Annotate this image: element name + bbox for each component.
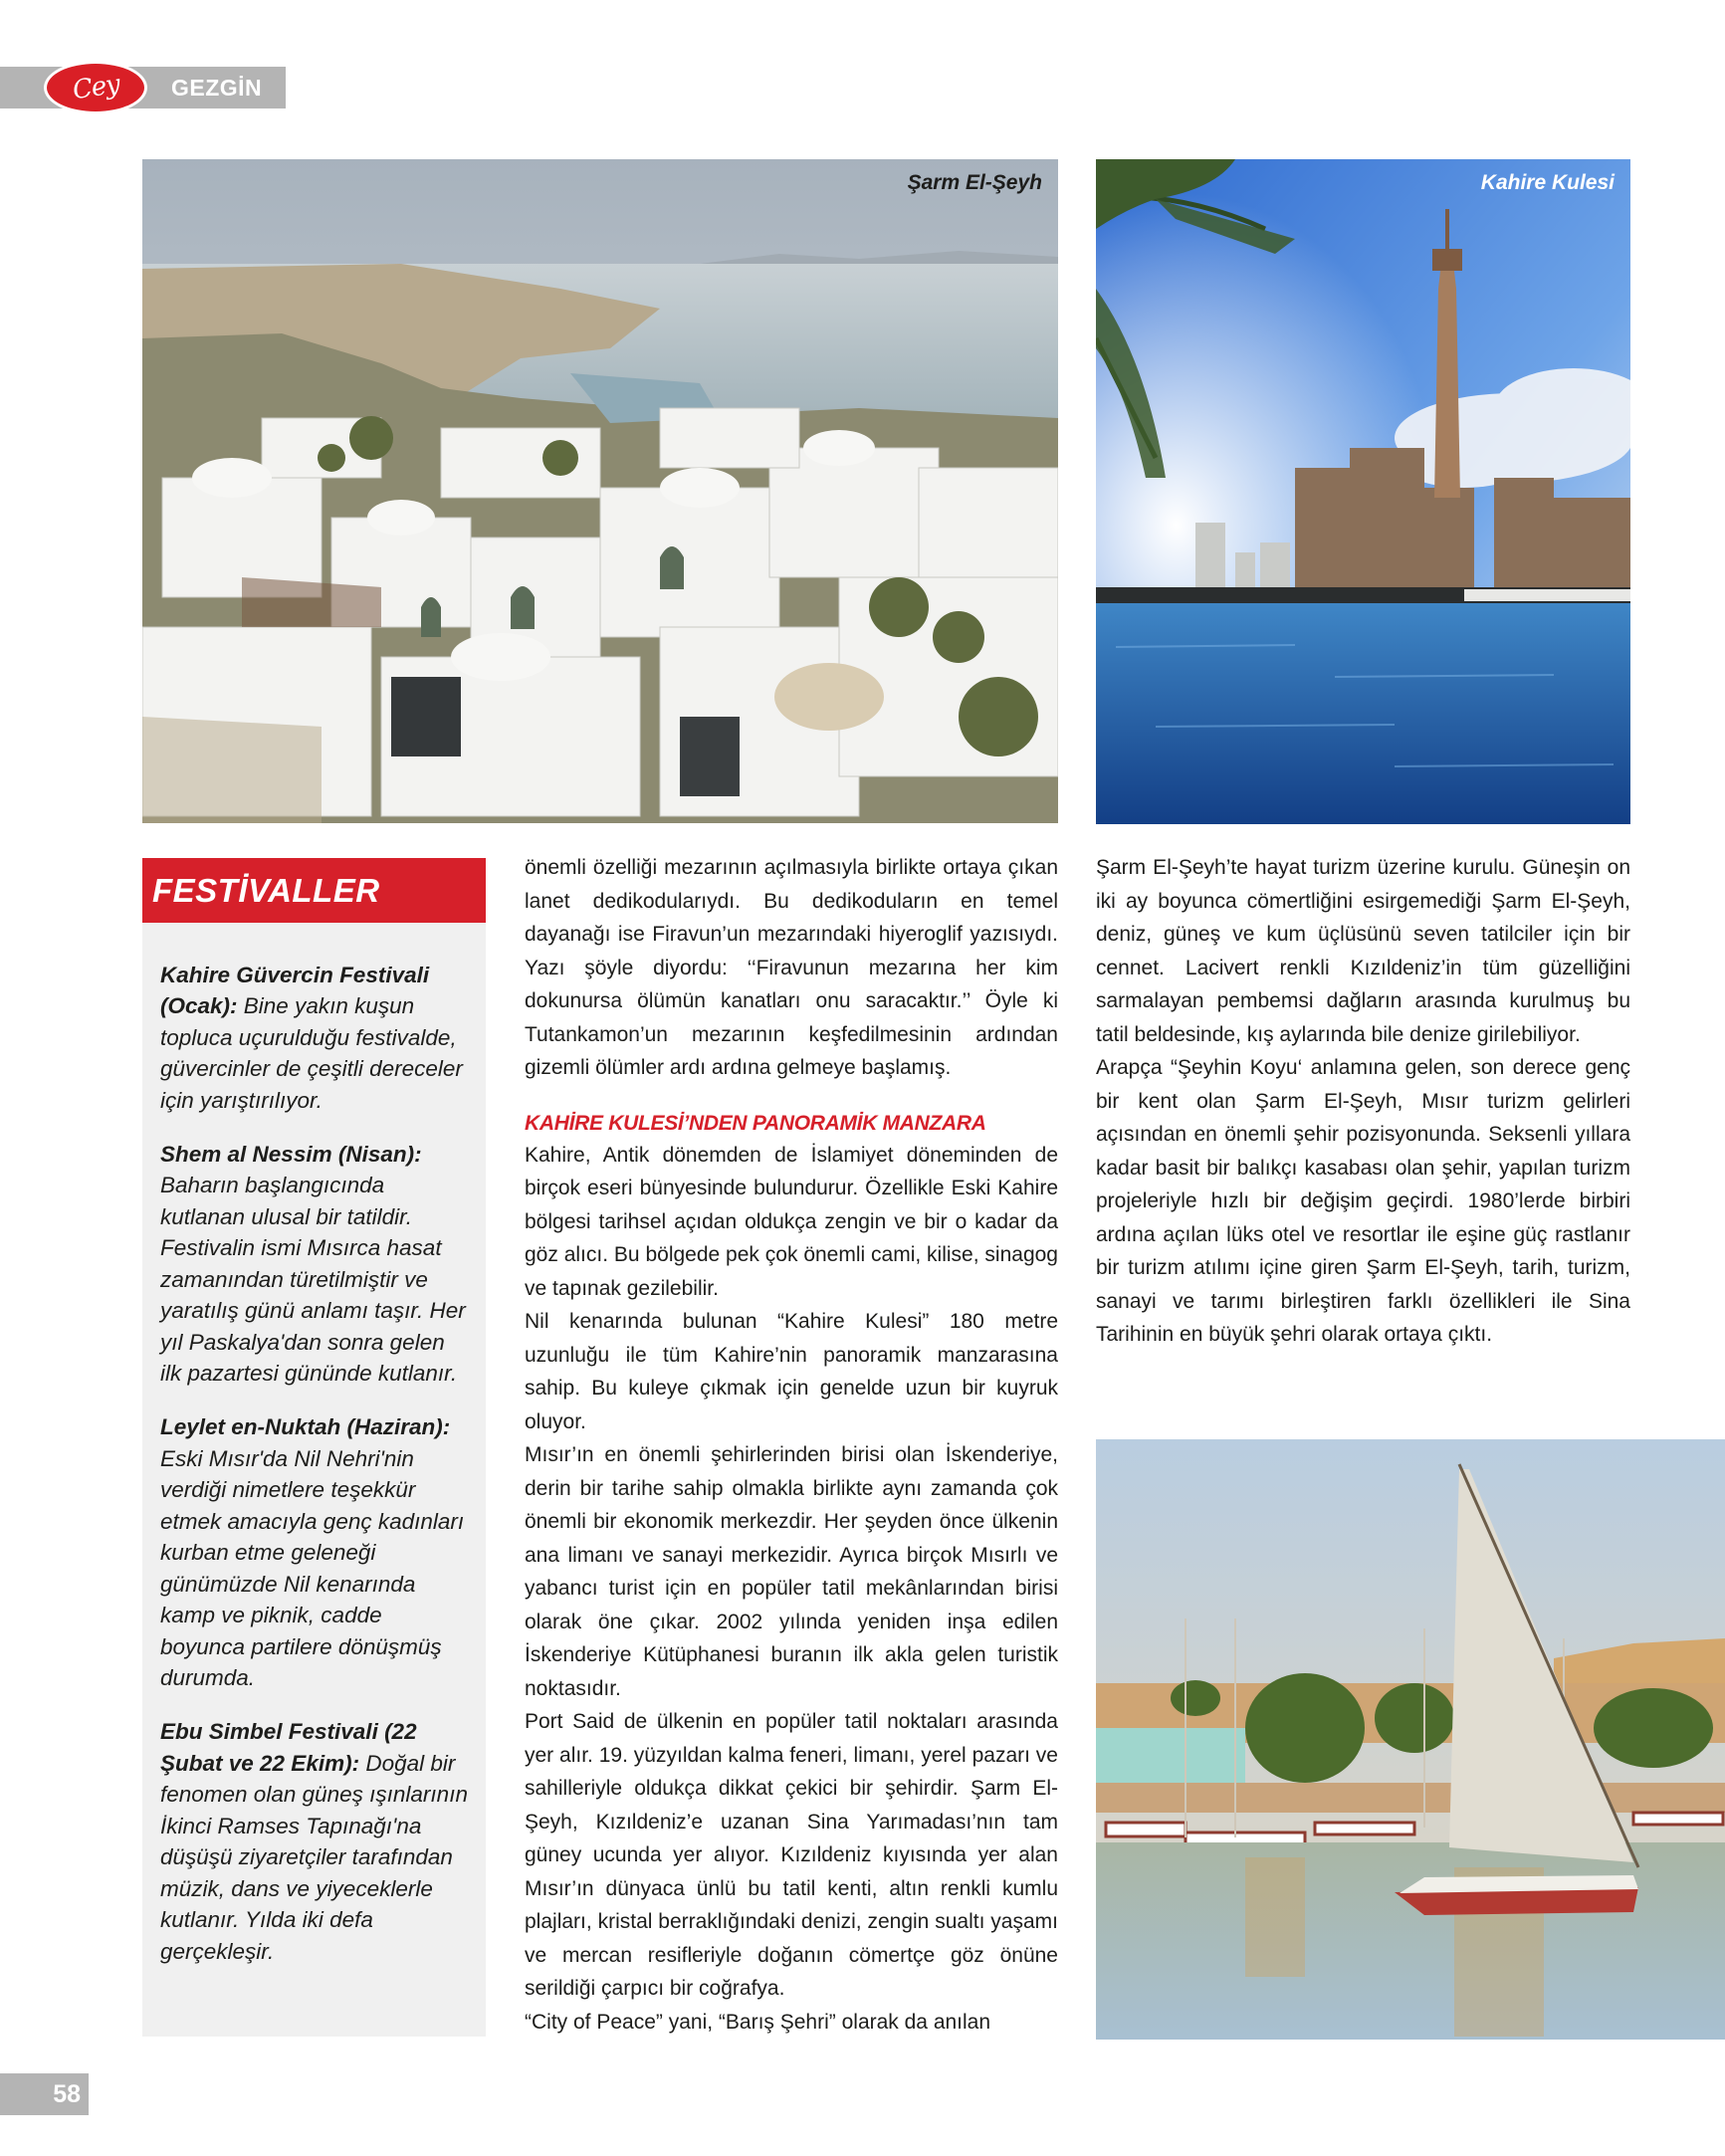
body-paragraph: Arapça “Şeyhin Koyu‘ anlamına gelen, son derece genç bir kent olan Şarm El-Şeyh, Mısır turizm gelirleri açısından en önemli şehir pozisyonunda. Seksenli yıllara kadar basit bir balıkçı kasabası olan şehir, yapılan turizm projeleriyle hızlı bir değişim geçirdi. 1980’lerde birbiri ardına açılan lüks otel ve resortlar ile eşine güç rastlanır bir turizm atılımı içine giren Şarm El-Şeyh, tarih, turizm, sanayi ve tarımı birleştiren farklı özellikleri ile Sina Tarihinin en büyük şehri olarak ortaya çıktı.: [1096, 1056, 1630, 1346]
article-column-right: [1096, 851, 1630, 1352]
festival-item: [160, 1139, 472, 1390]
festival-item: [160, 1411, 472, 1694]
body-paragraph: Mısır’ın en önemli şehirlerinden birisi olan İskenderiye, derin bir tarihe sahip olmakla birlikte aynı zamanda çok önemli bir ekonomik merkezdir. Her şeyden önce ülkenin ana limanı ve sanayi merkezidir. Ayrıca birçok Mısırlı ve yabancı turist için en popüler tatil mekânlarından birisi olarak öne çıkar. 2002 yılında yeniden inşa edilen İskenderiye Kütüphanesi buranın ilk akla gelen turistik noktasıdır.: [525, 1443, 1058, 1700]
cairo-photo-illustration: [1096, 159, 1630, 824]
section-label: GEZGİN: [171, 75, 263, 101]
article-column-middle: [525, 851, 1058, 2039]
festival-name: Kahire Güvercin Festivali (Ocak):: [160, 962, 430, 1018]
page-number-bar: [0, 2073, 89, 2115]
logo-script-text: Cey: [70, 69, 121, 107]
festival-description: Bine yakın kuşun topluca uçurulduğu festivalde, güvercinler de çeşitli dereceler için yarıştırılıyor.: [160, 993, 463, 1113]
festival-item: [160, 960, 472, 1117]
body-paragraph: Port Said de ülkenin en popüler tatil noktaları arasında yer alır. 19. yüzyıldan kalma feneri, limanı, yerel pazarı ve sahilleriyle oldukça dikkat çekici bir şehirdir. Şarm El-Şeyh, Kızıldeniz’e uzanan Sina Yarımadası’nın tam güney ucunda yer alıyor. Kızıldeniz kıyısında yer alan Mısır’ın dünyaca ünlü bu tatil kenti, altın renkli kumlu plajları, kristal berraklığındaki denizi, zengin sualtı yaşamı ve mercan resifleriyle doğanın cömertçe göz önüne serildiği çarpıcı bir coğrafya.: [525, 1710, 1058, 2000]
section-subheading: KAHİRE KULESİ’NDEN PANORAMİK MANZARA: [525, 1111, 986, 1135]
sidebar-title: FESTİVALLER: [142, 858, 486, 923]
festival-name: Leylet en-Nuktah (Haziran):: [160, 1414, 451, 1439]
nile-photo-illustration: [1096, 1439, 1725, 2040]
festival-description: Doğal bir fenomen olan güneş ışınlarının İkinci Ramses Tapınağı'na düşüşü ziyaretçiler tarafından müzik, dans ve yiyeceklerle kutlanır. Yılda iki defa gerçekleşir.: [160, 1750, 468, 1964]
photo-caption-sharm: Şarm El-Şeyh: [907, 171, 1042, 194]
sharm-photo-illustration: [142, 159, 1058, 823]
photo-sharm-el-sheikh: [142, 159, 1058, 823]
photo-caption-cairo: Kahire Kulesi: [1480, 171, 1615, 194]
festival-description: Eski Mısır'da Nil Nehri'nin verdiği nimetlere teşekkür etmek amacıyla genç kadınları kurban etme geleneği günümüzde Nil kenarında kamp ve piknik, cadde boyunca partilere dönüşmüş durumda.: [160, 1445, 465, 1690]
festival-list: [142, 923, 486, 1967]
page-number: 58: [53, 2080, 81, 2108]
magazine-logo: [44, 61, 147, 114]
festival-item: [160, 1716, 472, 1967]
festival-name: Shem al Nessim (Nisan):: [160, 1141, 422, 1167]
body-paragraph: Nil kenarında bulunan “Kahire Kulesi” 180 metre uzunluğu ile tüm Kahire’nin panoramik manzarasına sahip. Bu kuleye çıkmak için genelde uzun bir kuyruk oluyor.: [525, 1310, 1058, 1433]
photo-nile-felucca: [1096, 1439, 1725, 2040]
photo-cairo-tower: [1096, 159, 1630, 824]
festivals-sidebar: [142, 858, 486, 2037]
body-paragraph: önemli özelliği mezarının açılmasıyla birlikte ortaya çıkan lanet dedikodularıydı. Bu dedikoduların en temel dayanağı ise Firavun’un mezarındaki hiyeroglif yazısıydı. Yazı şöyle diyordu: ‘‘Firavunun mezarına her kim dokunursa ölümün kanatları onu saracaktır.’’ Öyle ki Tutankamon’un mezarının keşfedilmesinin ardından gizemli ölümler ardı ardına gelmeye başlamış.: [525, 856, 1058, 1079]
festival-description: Baharın başlangıcında kutlanan ulusal bir tatildir. Festivalin ismi Mısırca hasat zamanından türetilmiştir ve yaratılış günü anlamı taşır. Her yıl Paskalya'dan sonra gelen ilk pazartesi gününde kutlanır.: [160, 1173, 466, 1386]
body-paragraph: “City of Peace” yani, “Barış Şehri” olarak da anılan: [525, 2010, 991, 2034]
body-paragraph: Kahire, Antik dönemden de İslamiyet döneminden de birçok eseri bünyesinde bulundurur. Özellikle Eski Kahire bölgesi tarihsel açıdan oldukça zengin ve bir o kadar da göz alıcı. Bu bölgede pek çok önemli cami, kilise, sinagog ve tapınak gezilebilir.: [525, 1143, 1058, 1300]
body-paragraph: Şarm El-Şeyh’te hayat turizm üzerine kurulu. Güneşin on iki ay boyunca cömertliğini esirgemediği Şarm El-Şeyh, deniz, güneş ve kum üçlüsünü seven tatilciler için bir cennet. Lacivert renkli Kızıldeniz’in tüm güzelliğini sarmalayan pembemsi dağların arasında kurulmuş bu tatil beldesinde, kış aylarında bile denize girilebiliyor.: [1096, 856, 1630, 1046]
festival-name: Ebu Simbel Festivali (22 Şubat ve 22 Ekim):: [160, 1719, 417, 1776]
